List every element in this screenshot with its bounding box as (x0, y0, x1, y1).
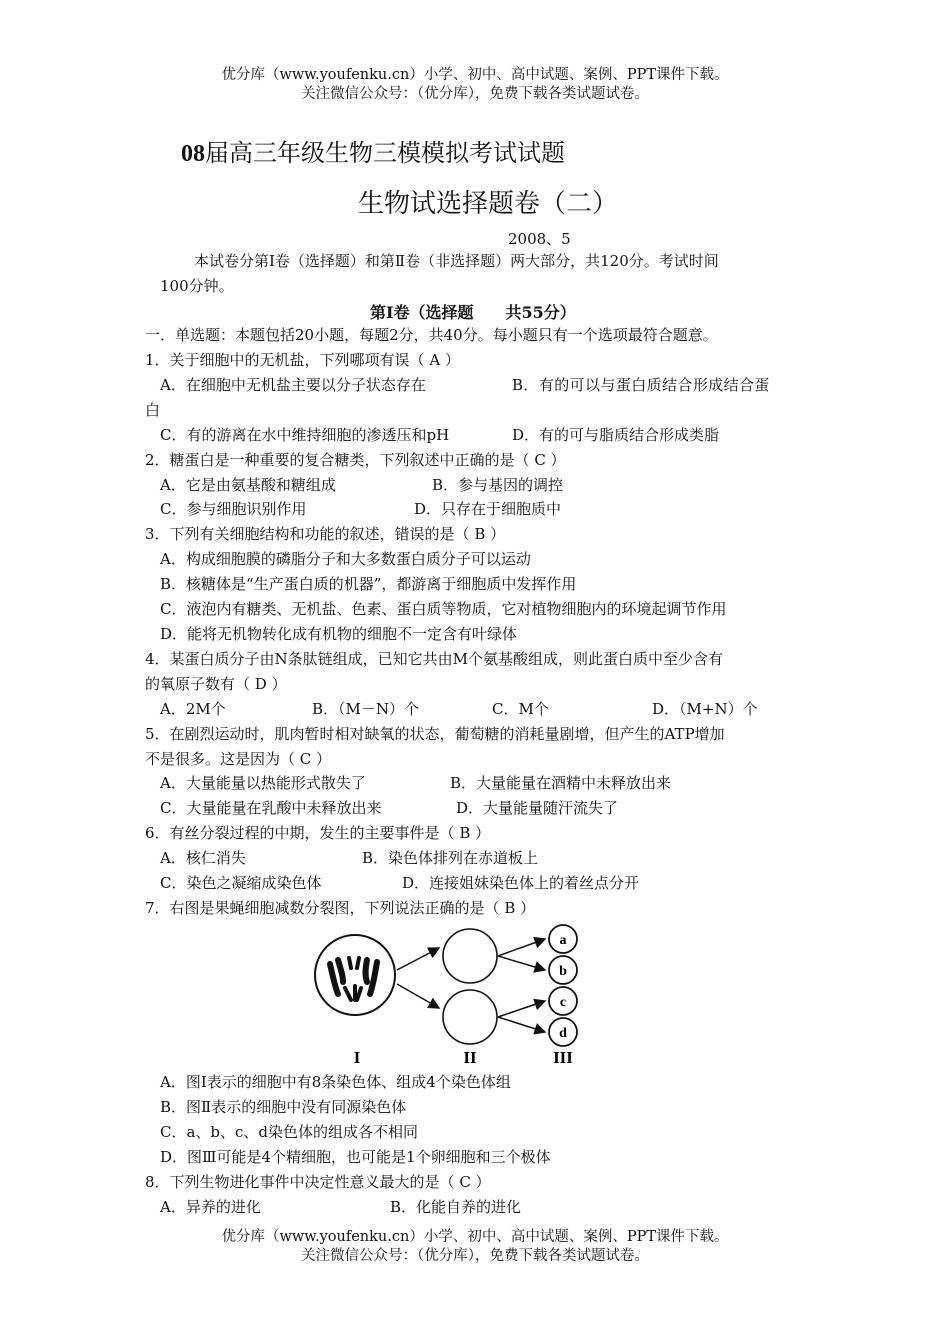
q4-stem-2: 的氧原子数有（ D ） (145, 675, 287, 693)
q6-option-a: A．核仁消失 (160, 849, 246, 867)
q4-option-c: C．M个 (492, 700, 549, 718)
q5-stem-1: 5．在剧烈运动时，肌肉暂时相对缺氧的状态，葡萄糖的消耗量剧增，但产生的ATP增加 (145, 725, 725, 743)
q7-option-c: C．a、b、c、d染色体的组成各不相同 (160, 1123, 419, 1141)
figure-label-III: III (553, 1048, 573, 1067)
watermark-footer-line-1: 优分库（www.youfenku.cn）小学、初中、高中试题、案例、PPT课件下载。 (221, 1229, 729, 1245)
q5-option-a: A．大量能量以热能形式散失了 (160, 774, 366, 792)
q1-option-b-cont: 白 (145, 401, 161, 419)
q3-option-b: B．核糖体是“生产蛋白质的机器”，都游离于细胞质中发挥作用 (160, 575, 577, 593)
q6-stem: 6．有丝分裂过程的中期，发生的主要事件是（ B ） (145, 824, 491, 842)
cell-b (549, 956, 577, 984)
q2-option-a: A．它是由氨基酸和糖组成 (160, 476, 336, 494)
figure-label-II: II (463, 1048, 477, 1067)
cell-a (549, 925, 577, 953)
watermark-line-1: 优分库（www.youfenku.cn）小学、初中、高中试题、案例、PPT课件下载。 (221, 67, 729, 83)
q1-option-b: B．有的可以与蛋白质结合形成结合蛋 (512, 376, 770, 394)
q2-option-c: C．参与细胞识别作用 (160, 500, 307, 518)
q7-option-b: B．图Ⅱ表示的细胞中没有同源染色体 (160, 1098, 407, 1116)
meiosis-diagram (305, 922, 595, 1070)
cell-c-label: c (559, 995, 567, 1010)
q5-option-b: B．大量能量在酒精中未释放出来 (450, 774, 672, 792)
watermark-footer-line-2: 关注微信公众号：（优分库），免费下载各类试题试卷。 (301, 1248, 649, 1264)
q1-option-a: A．在细胞中无机盐主要以分子状态存在 (160, 376, 426, 394)
watermark-footer (0, 1228, 950, 1266)
q4-option-a: A．2M个 (160, 700, 226, 718)
intro-line-2: 100分钟。 (160, 277, 234, 295)
cell-II-top (443, 929, 497, 983)
q3-option-d: D．能将无机物转化成有机物的细胞不一定含有叶绿体 (160, 625, 518, 643)
cell-c (549, 987, 577, 1015)
q5-stem-2: 不是很多。这是因为（ C ） (145, 750, 332, 768)
q8-stem: 8．下列生物进化事件中决定性意义最大的是（ C ） (145, 1173, 491, 1191)
q6-option-d: D．连接姐妹染色体上的着丝点分开 (402, 874, 640, 892)
cell-b-label: b (559, 964, 567, 979)
q7-option-d: D．图Ⅲ可能是4个精细胞，也可能是1个卵细胞和三个极体 (160, 1148, 551, 1166)
q2-stem: 2．糖蛋白是一种重要的复合糖类，下列叙述中正确的是（ C ） (145, 451, 566, 469)
watermark-line-2: 关注微信公众号：（优分库），免费下载各类试题试卷。 (301, 86, 649, 102)
q8-option-a: A．异养的进化 (160, 1198, 261, 1216)
cell-II-bottom (443, 990, 497, 1044)
exam-subtitle: 生物试选择题卷（二） (358, 189, 619, 219)
q1-option-d: D．有的可与脂质结合形成类脂 (512, 426, 720, 444)
q4-option-b: B．（M－N）个 (312, 700, 420, 718)
q3-stem: 3．下列有关细胞结构和功能的叙述，错误的是（ B ） (145, 525, 506, 543)
q5-option-c: C．大量能量在乳酸中未释放出来 (160, 799, 382, 817)
q2-option-d: D．只存在于细胞质中 (414, 500, 562, 518)
q6-option-c: C．染色之凝缩成染色体 (160, 874, 322, 892)
cell-d (549, 1018, 577, 1046)
q7-stem: 7．右图是果蝇细胞减数分裂图，下列说法正确的是（ B ） (145, 899, 536, 917)
exam-date: 2008、5 (508, 230, 571, 248)
cell-I (315, 935, 395, 1015)
intro-line-1: 本试卷分第Ⅰ卷（选择题）和第Ⅱ卷（非选择题）两大部分，共120分。考试时间 (194, 252, 719, 270)
exam-title-prefix: 08 (181, 141, 205, 167)
q4-option-d: D．（M+N）个 (652, 700, 758, 718)
q3-option-c: C．液泡内有糖类、无机盐、色素、蛋白质等物质，它对植物细胞内的环境起调节作用 (160, 600, 727, 618)
q4-stem-1: 4．某蛋白质分子由N条肽链组成，已知它共由M个氨基酸组成，则此蛋白质中至少含有 (145, 650, 724, 668)
instructions: 一．单选题：本题包括20小题，每题2分，共40分。每小题只有一个选项最符合题意。 (145, 326, 718, 344)
q1-stem: 1．关于细胞中的无机盐，下列哪项有误（ A ） (145, 351, 460, 369)
exam-title (181, 133, 565, 168)
q1-option-c: C．有的游离在水中维持细胞的渗透压和pH (160, 426, 450, 444)
cell-d-label: d (559, 1026, 567, 1041)
q2-option-b: B．参与基因的调控 (432, 476, 564, 494)
watermark-header (0, 66, 950, 104)
section-title: 第Ⅰ卷（选择题 共55分） (370, 303, 576, 322)
figure-label-I: I (353, 1048, 361, 1067)
q5-option-d: D．大量能量随汗流失了 (456, 799, 619, 817)
q6-option-b: B．染色体排列在赤道板上 (362, 849, 539, 867)
exam-title-main: 届高三年级生物三模模拟考试试题 (205, 139, 565, 167)
cell-a-label: a (559, 933, 567, 948)
q8-option-b: B．化能自养的进化 (390, 1198, 522, 1216)
q3-option-a: A．构成细胞膜的磷脂分子和大多数蛋白质分子可以运动 (160, 550, 531, 568)
q7-option-a: A．图Ⅰ表示的细胞中有8条染色体、组成4个染色体组 (160, 1073, 511, 1091)
